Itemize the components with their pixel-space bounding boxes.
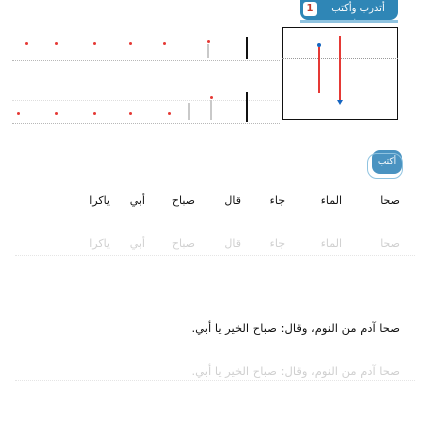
word-sabah: صباح — [171, 194, 195, 207]
trace-start-dot — [55, 42, 58, 45]
word-trace-qaal: قال — [224, 237, 241, 250]
word-abi: أبي — [129, 194, 145, 207]
trace-start-dot — [207, 40, 210, 43]
trace-start-dot — [163, 42, 166, 45]
trace-start-dot — [168, 112, 171, 115]
word-jaa: جاء — [269, 194, 285, 207]
sentence-trace-line — [15, 380, 415, 381]
trace-start-dot — [93, 112, 96, 115]
word-trace-sabah: صباح — [171, 237, 195, 250]
word-trace-sahha: صحا — [380, 237, 400, 250]
sentence: صحا آدم من النوم، وقال: صباح الخير يا أبي. — [191, 321, 400, 335]
word-trace-line — [15, 255, 415, 256]
trace-line — [12, 60, 280, 61]
model-stroke-start-dot — [317, 43, 321, 47]
model-stroke-guide — [318, 47, 320, 93]
trace-ghost-stroke — [210, 100, 212, 120]
word-qaal: قال — [224, 194, 241, 207]
trace-start-dot — [25, 42, 28, 45]
trace-start-dot — [93, 42, 96, 45]
model-stroke-solid — [339, 36, 341, 100]
trace-start-dot — [129, 112, 132, 115]
trace-start-dot — [17, 112, 20, 115]
trace-ghost-stroke — [207, 44, 209, 58]
write-button[interactable]: أكتب — [372, 150, 402, 174]
lesson-number-badge: 1 — [303, 2, 317, 16]
word-bakiran: ياكرا — [89, 194, 110, 207]
trace-example-stroke — [246, 37, 248, 59]
trace-ghost-stroke — [188, 103, 190, 120]
word-trace-almaa: الماء — [320, 237, 342, 250]
trace-start-dot — [210, 96, 213, 99]
sentence-trace: صحا آدم من النوم، وقال: صباح الخير يا أبي. — [191, 364, 400, 378]
word-almaa: الماء — [320, 194, 342, 207]
trace-start-dot — [129, 42, 132, 45]
word-trace-bakiran: ياكرا — [89, 237, 110, 250]
word-sahha: صحا — [380, 194, 400, 207]
trace-example-stroke — [246, 92, 248, 122]
word-trace-jaa: جاء — [269, 237, 285, 250]
model-stroke-arrow — [337, 100, 343, 105]
header-underline — [300, 20, 398, 23]
lesson-title: أتدرب وأكتب — [331, 3, 385, 14]
word-trace-abi: أبي — [129, 237, 145, 250]
trace-start-dot — [55, 112, 58, 115]
trace-line — [12, 100, 280, 101]
trace-line — [12, 123, 280, 124]
